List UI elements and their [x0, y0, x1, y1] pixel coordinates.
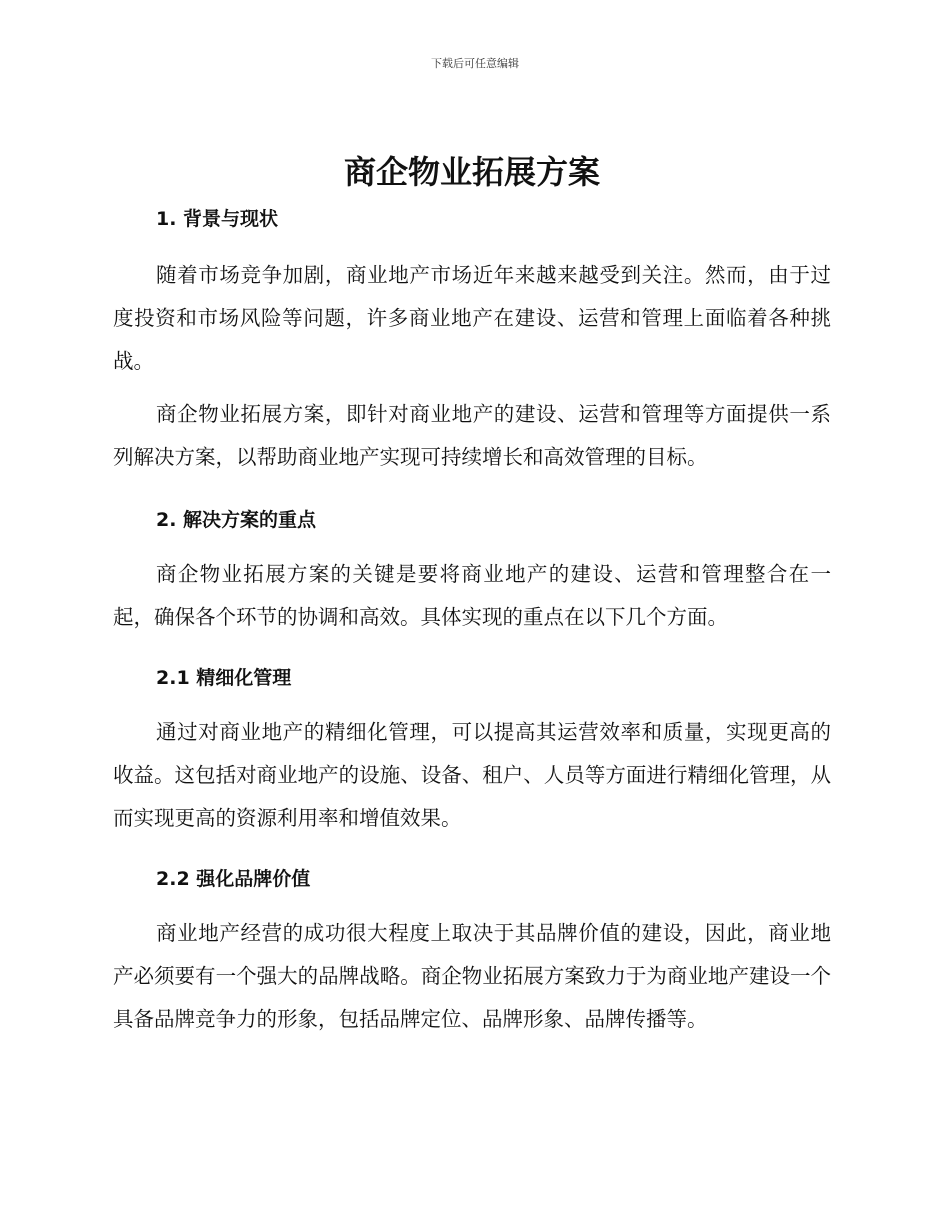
section-heading-brand-value: 2.2 强化品牌价值	[156, 868, 311, 890]
paragraph-solution-focus: 商企物业拓展方案的关键是要将商业地产的建设、运营和管理整合在一起，确保各个环节的协调和高效。具体实现的重点在以下几个方面。	[113, 562, 831, 629]
document-title: 商企物业拓展方案	[343, 153, 600, 191]
paragraph-refined-management: 通过对商业地产的精细化管理，可以提高其运营效率和质量，实现更高的收益。这包括对商业地产的设施、设备、租户、人员等方面进行精细化管理，从而实现更高的资源利用率和增值效果。	[113, 720, 831, 830]
paragraph-background-1: 随着市场竞争加剧，商业地产市场近年来越来越受到关注。然而，由于过度投资和市场风险等问题，许多商业地产在建设、运营和管理上面临着各种挑战。	[113, 263, 831, 373]
section-heading-solution-focus: 2. 解决方案的重点	[156, 509, 317, 531]
page-header-note: 下载后可任意编辑	[431, 57, 519, 70]
section-heading-background: 1. 背景与现状	[156, 208, 279, 230]
document-page	[113, 148, 831, 1041]
paragraph-brand-value: 商业地产经营的成功很大程度上取决于其品牌价值的建设，因此，商业地产必须要有一个强大的品牌战略。商企物业拓展方案致力于为商业地产建设一个具备品牌竞争力的形象，包括品牌定位、品牌形象、品牌传播等。	[113, 921, 831, 1031]
section-heading-refined-management: 2.1 精细化管理	[156, 667, 292, 689]
paragraph-background-2: 商企物业拓展方案，即针对商业地产的建设、运营和管理等方面提供一系列解决方案，以帮助商业地产实现可持续增长和高效管理的目标。	[113, 402, 831, 469]
